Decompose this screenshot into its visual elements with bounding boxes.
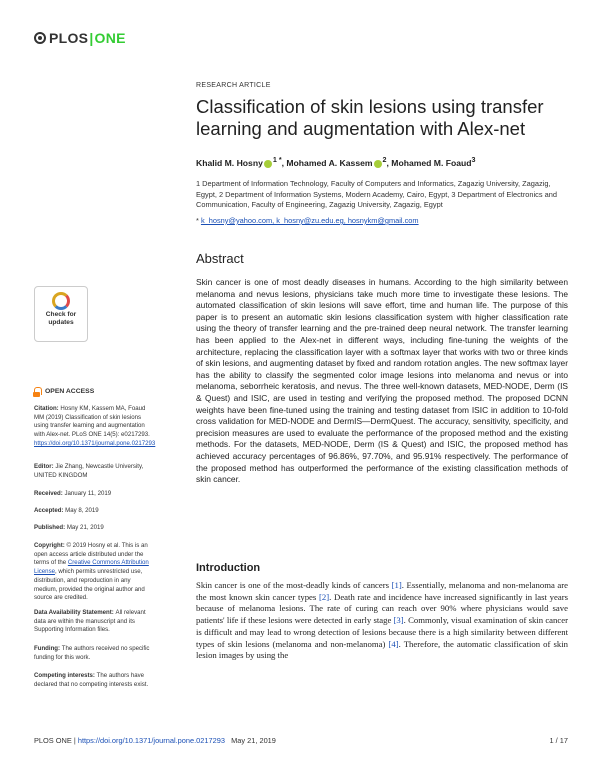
footer-doi-link[interactable]: https://doi.org/10.1371/journal.pone.0217293 [77, 736, 225, 745]
published-label: Published: [34, 524, 67, 531]
author-2[interactable]: , Mohamed A. Kassem [281, 157, 373, 168]
orcid-icon[interactable] [374, 160, 382, 168]
accepted-label: Accepted: [34, 507, 66, 514]
corresponding-email [196, 216, 568, 225]
reference-link[interactable]: [3] [393, 615, 404, 626]
copyright-block [34, 542, 152, 603]
logo-separator: | [89, 30, 94, 46]
footer-journal: PLOS ONE | [34, 736, 78, 745]
affiliations: 1 Department of Information Technology, Faculty of Computers and Informatics, Zagazig University, Zagazig, Egypt, 2 Department of Information Systems, Modern Academy, Cairo, Egypt, 3 Department of Electronics and Communication, Faculty of Engineering, Zagazig University, Zagazig, Egypt [196, 179, 557, 210]
editor-block [34, 463, 152, 480]
accepted-date: May 8, 2019 [65, 507, 99, 514]
published-date: May 21, 2019 [66, 524, 104, 531]
introduction-text [196, 580, 568, 662]
copyright-label: Copyright: [34, 542, 67, 549]
plos-gear-icon [34, 32, 46, 44]
badge-line-2: updates [48, 318, 74, 326]
abstract-text: Skin cancer is one of most deadly diseases in humans. According to the high similarity between melanoma and nevus lesions, physicians take much more time to investigate these lesions. The automated classification of skin lesions will save effort, time and human life. The purpose of this paper is to present an automatic skin lesions classification system with higher classification rate using the theory of transfer learning and the pre-trained deep neural network. The transfer learning has been applied to the Alex-net in different ways, including fine-tuning the weights of the architecture, replacing the classification layer with a softmax layer that works with two or three kinds of skin lesions, and augmenting dataset by fixed and random rotation angles. The new softmax layer has the ability to classify the segmented color image lesions into melanoma and nevus or into melanoma, seborrheic keratosis, and nevus. The three well-known datasets, MED-NODE, Derm (IS & Quest) and ISIC, are used in testing and verifying the proposed method. The proposed DCNN weights have been fine-tuned using the training and testing dataset from ISIC in addition to 10-fold cross validation for MED-NODE and DermIS—DermQuest. The accuracy, sensitivity, specificity, and precision measures are used to evaluate the performance of the proposed method and the existing methods. For the datasets, MED-NODE, Derm (IS & Quest) and ISIC, the proposed method has achieved accuracy percentages of 96.86%, 97.70%, and 95.91% respectively. The performance of the proposed method has outperformed the performance of the existing classification methods of skin cancer. [196, 277, 568, 485]
badge-line-1: Check for [45, 311, 77, 318]
reference-link[interactable]: [1] [391, 580, 402, 590]
page-footer [34, 736, 568, 745]
citation-block [34, 405, 156, 449]
intro-text-segment: . Therefore, the automatic classification of skin lesion images by using the [196, 638, 568, 661]
funding-label: Funding: [34, 645, 62, 652]
open-access-text: OPEN ACCESS [45, 388, 95, 395]
open-lock-icon [34, 387, 42, 395]
orcid-icon[interactable] [264, 160, 272, 168]
email-star: * [196, 216, 201, 225]
logo-one: ONE [94, 30, 126, 46]
article-type: RESEARCH ARTICLE [196, 82, 271, 89]
check-for-updates-badge[interactable] [34, 286, 88, 342]
footer-page-number: 1 / 17 [549, 736, 568, 745]
copyright-text: © 2019 Hosny et al. This is an open access article distributed under the terms of the [34, 542, 148, 567]
email-links[interactable]: k_hosny@yahoo.com, k_hosny@zu.edu.eg, hosnykm@gmail.com [200, 216, 419, 225]
logo-plos: PLOS [49, 30, 89, 46]
published-block [34, 524, 152, 533]
funding-block [34, 645, 152, 662]
plos-one-logo [34, 30, 126, 46]
intro-text-segment: . Commonly, visual examination of skin cancer is difficult and may lead to wrong detection of lesions because there is a high similarity between different types of skin lesions (melanoma and non-melanoma) [196, 615, 568, 649]
footer-date: May 21, 2019 [231, 736, 276, 745]
competing-interests-label: Competing interests: [34, 672, 97, 679]
accepted-block [34, 507, 152, 516]
citation-text: Hosny KM, Kassem MA, Foaud MM (2019) Classification of skin lesions using transfer learning and augmentation with Alex-net. PLoS ONE 14(5): e0217293. [34, 405, 150, 439]
reference-link[interactable]: [4] [388, 638, 399, 649]
received-block [34, 490, 152, 499]
crossmark-icon [52, 292, 70, 310]
competing-interests-text: The authors have declared that no competing interests exist. [34, 672, 149, 688]
editor-text: Jie Zhang, Newcastle University, UNITED KINGDOM [34, 463, 144, 479]
author-1[interactable]: Khalid M. Hosny [196, 157, 263, 168]
citation-doi-link[interactable]: https://doi.org/10.1371/journal.pone.0217293 [34, 439, 156, 447]
received-date: January 11, 2019 [64, 490, 112, 497]
author-list [196, 156, 568, 168]
abstract-heading: Abstract [196, 251, 244, 266]
intro-text-segment: . Death rate and incidence have increased significantly in last years because of melanoma lesions. The rate of curing can reach over 90% where physicians would save patients' life if these lesions were detected in early stage [196, 591, 568, 626]
author-3[interactable]: , Mohamed M. Foaud [386, 157, 472, 168]
citation-label: Citation: [34, 405, 61, 412]
received-label: Received: [34, 490, 65, 497]
author-2-affil: 2 [382, 156, 387, 164]
footer-left [34, 736, 276, 745]
editor-label: Editor: [34, 463, 56, 470]
competing-interests-block [34, 672, 152, 689]
open-access-label [34, 388, 152, 397]
data-availability-label: Data Availability Statement: [34, 609, 116, 616]
introduction-heading: Introduction [196, 562, 261, 574]
license-link[interactable]: Creative Commons Attribution License [34, 559, 149, 576]
data-availability-text: All relevant data are within the manuscript and its Supporting Information files. [34, 609, 146, 634]
intro-text-segment: Skin cancer is one of the most-deadly kinds of cancers [196, 580, 392, 590]
article-title: Classification of skin lesions using transfer learning and augmentation with Alex-net [196, 96, 544, 139]
data-availability-block [34, 609, 152, 635]
intro-text-segment: . Essentially, melanoma and non-melanoma are the most known skin cancer types [196, 580, 568, 602]
copyright-text-end: , which permits unrestricted use, distribution, and reproduction in any medium, provided the original author and source are credited. [34, 568, 145, 602]
reference-link[interactable]: [2] [319, 591, 330, 602]
author-3-affil: 3 [471, 156, 476, 164]
funding-text: The authors received no specific funding for this work. [34, 645, 150, 661]
author-1-affil: 1 * [272, 156, 282, 164]
